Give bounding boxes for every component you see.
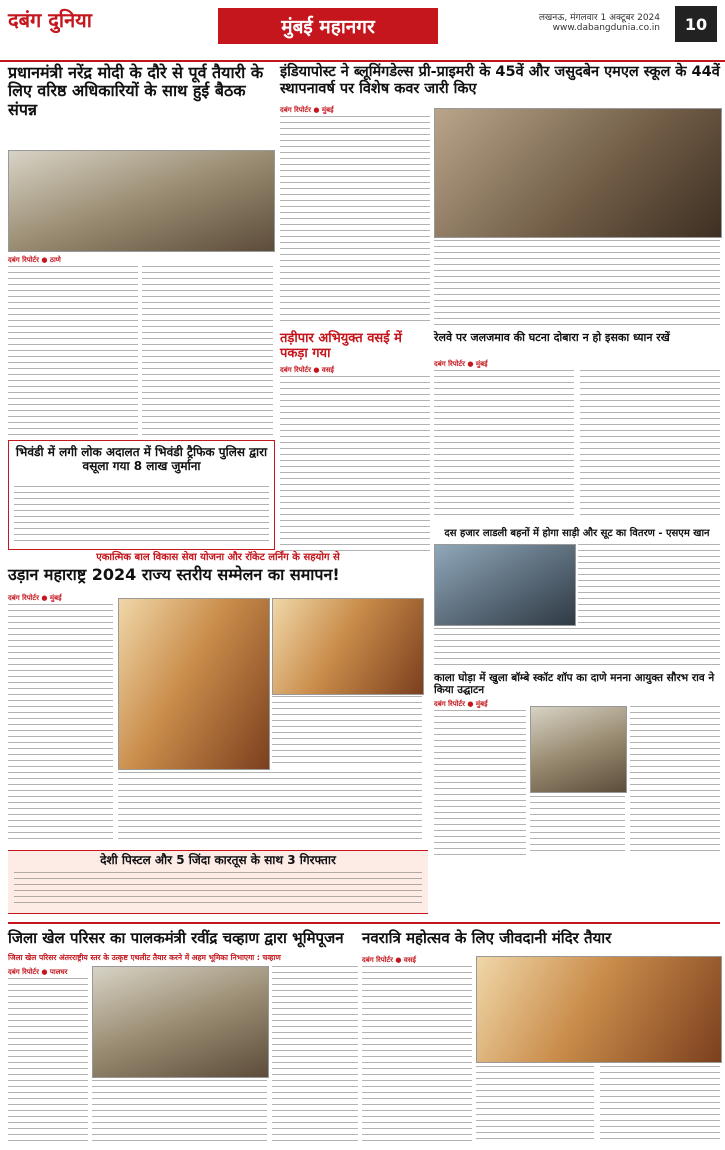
railway-body-col2: [580, 370, 720, 520]
udaan-body-col1: [8, 604, 113, 844]
section-title: मुंबई महानगर: [218, 8, 438, 44]
indiapost-body: [280, 116, 430, 326]
navratri-headline: नवरात्रि महोत्सव के लिए जीवदानी मंदिर तैयार: [362, 929, 612, 947]
bhiwandi-headline: भिवंडी में लगी लोक अदालत में भिवंडी ट्रैफिक पुलिस द्वारा वसूला गया 8 लाख जुर्माना: [15, 445, 268, 473]
smuggling-headline: तड़ीपार अभियुक्त वसई में पकड़ा गया: [280, 331, 402, 361]
saree-body-cont: [434, 628, 720, 668]
page-number: 10: [675, 6, 717, 42]
blackhorse-body-col1: [434, 710, 526, 855]
smuggling-body: [280, 376, 430, 551]
navratri-byline: दबंग रिपोर्टर ● वसई: [362, 956, 416, 964]
newspaper-logo: दबंग दुनिया: [8, 8, 92, 32]
udaan-byline: दबंग रिपोर्टर ● मुंबई: [8, 594, 62, 602]
udaan-award-photo: [272, 598, 424, 695]
indiapost-headline: इंडियापोस्ट ने ब्लूमिंगडेल्स प्री-प्राइमरी के 45वें और जसुदबेन एमएल स्कूल के 44वें स्थापनावर्ष पर विशेष कवर जारी किए: [280, 64, 720, 97]
indiapost-ceremony-photo: [434, 108, 722, 238]
modi-headline: प्रधानमंत्री नरेंद्र मोदी के दौरे से पूर्व तैयारी के लिए वरिष्ठ अधिकारियों के साथ हुई बैठक संपन्न: [8, 63, 264, 119]
modi-meeting-photo: [8, 150, 275, 252]
udaan-body-bottom: [118, 772, 422, 844]
section-divider: [8, 922, 720, 924]
jivdani-temple-photo: [476, 956, 722, 1063]
railway-byline: दबंग रिपोर्टर ● मुंबई: [434, 360, 488, 368]
modi-byline: दबंग रिपोर्टर ● ठाणे: [8, 256, 61, 264]
pistol-headline: देशी पिस्टल और 5 जिंदा कारतूस के साथ 3 गिरफ्तार: [100, 853, 336, 867]
indiapost-byline: दबंग रिपोर्टर ● मुंबई: [280, 106, 334, 114]
dateline: लखनऊ, मंगलवार 1 अक्टूबर 2024 www.dabangdunia.co.in: [470, 10, 660, 33]
sports-bhoomipujan-photo: [92, 966, 269, 1078]
pistol-body: [14, 872, 422, 908]
smuggling-byline: दबंग रिपोर्टर ● वसई: [280, 366, 334, 374]
blackhorse-byline: दबंग रिपोर्टर ● मुंबई: [434, 700, 488, 708]
saree-body: [578, 544, 720, 624]
blackhorse-body-col3: [630, 706, 720, 856]
udaan-body-col3: [272, 696, 422, 768]
blackhorse-body-col2: [530, 796, 625, 856]
modi-body-col1: [8, 266, 138, 436]
website-link[interactable]: www.dabangdunia.co.in: [552, 23, 660, 33]
sports-body-col1: [8, 978, 88, 1143]
udaan-stage-photo: [118, 598, 270, 770]
sports-byline: दबंग रिपोर्टर ● पालघर: [8, 968, 68, 976]
saree-photo: [434, 544, 576, 626]
blackhorse-headline: काला घोड़ा में खुला बॉम्बे स्कॉट शॉप का दाणे मनना आयुक्त सौरभ राव ने किया उद्घाटन: [434, 672, 715, 697]
saree-headline: दस हजार लाडली बहनों में होगा साड़ी और सूट का वितरण - एसएम खान: [444, 528, 710, 539]
indiapost-body-cont: [434, 240, 720, 328]
navratri-body-col1: [362, 966, 472, 1143]
navratri-body-col2: [476, 1066, 594, 1143]
bhiwandi-body: [14, 486, 269, 542]
modi-body-col2: [142, 266, 273, 436]
sports-headline: जिला खेल परिसर का पालकमंत्री रवींद्र चव्हाण द्वारा भूमिपूजन: [8, 929, 344, 947]
railway-headline: रेलवे पर जलजमाव की घटना दोबारा न हो इसका ध्यान रखें: [434, 331, 670, 344]
sports-body-col3: [272, 966, 358, 1143]
sports-subhead: जिला खेल परिसर अंतरराष्ट्रीय स्तर के उत्कृष्ट एथलीट तैयार करने में अहम भूमिका निभाएगा : चव्हाण: [8, 953, 281, 962]
railway-body-col1: [434, 370, 574, 520]
udaan-headline: उड़ान महाराष्ट्र 2024 राज्य स्तरीय सम्मेलन का समापन!: [8, 565, 340, 584]
navratri-body-col3: [600, 1066, 720, 1143]
blackhorse-photo: [530, 706, 627, 793]
udaan-kicker: एकात्मिक बाल विकास सेवा योजना और रॉकेट लर्निंग के सहयोग से: [96, 552, 340, 563]
sports-body-col2: [92, 1080, 267, 1143]
